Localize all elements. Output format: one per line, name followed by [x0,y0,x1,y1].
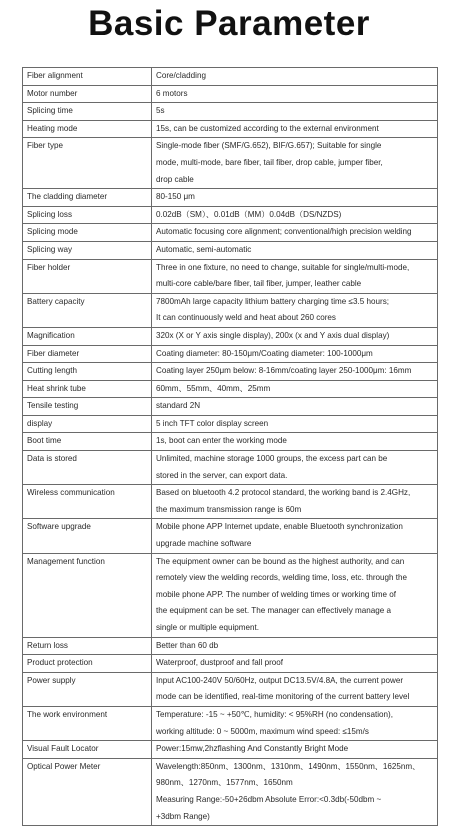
table-row [23,206,438,224]
param-label: Return loss [23,637,152,655]
table-row [23,345,438,363]
table-row [23,293,438,327]
param-value-line: mobile phone APP. The number of welding times or working time of [156,589,396,599]
param-value-line: Coating diameter: 80-150μm/Coating diameter: 100-1000μm [156,348,373,358]
param-value-line: 80-150 μm [156,192,195,202]
param-label: Magnification [23,327,152,345]
param-label: Product protection [23,655,152,673]
param-value [152,120,438,138]
param-value [152,293,438,327]
param-value-line: It can continuously weld and heat about 260 cores [156,313,336,323]
param-value-line: Automatic, semi-automatic [156,244,252,254]
param-label: Management function [23,553,152,637]
table-row [23,433,438,451]
param-value [152,451,438,485]
table-row [23,120,438,138]
param-value [152,103,438,121]
param-value [152,433,438,451]
param-value-line: 320x (X or Y axis single display), 200x (x and Y axis dual display) [156,330,390,340]
param-label: Fiber alignment [23,68,152,86]
param-value [152,415,438,433]
param-value [152,706,438,740]
table-row [23,259,438,293]
table-row [23,672,438,706]
spec-table [22,67,438,826]
param-value-line: 6 motors [156,88,188,98]
param-value-line: Core/cladding [156,71,206,80]
param-value-line: Based on bluetooth 4.2 protocol standard, the working band is 2.4GHz, [156,488,411,498]
table-row [23,138,438,189]
param-value-line: 0.02dB（SM）、0.01dB（MM）0.04dB（DS/NZDS) [156,209,342,219]
param-value-line: 15s, can be customized according to the external environment [156,123,379,133]
param-value [152,758,438,825]
param-value-line: Automatic focusing core alignment; conventional/high precision welding [156,227,412,237]
param-value [152,241,438,259]
table-row [23,655,438,673]
table-row [23,415,438,433]
param-label: Splicing mode [23,224,152,242]
param-value-line: drop cable [156,174,194,184]
table-row [23,398,438,416]
param-value-line: 60mm、55mm、40mm、25mm [156,383,271,393]
table-row [23,68,438,86]
table-row [23,85,438,103]
param-value-line: 5 inch TFT color display screen [156,418,269,428]
param-value-line: +3dbm Range) [156,811,210,821]
param-label: Visual Fault Locator [23,741,152,759]
param-value-line: Power:15mw,2hzflashing And Constantly Bright Mode [156,744,349,754]
param-value-line: mode can be identified, real-time monitoring of the current battery level [156,692,410,702]
param-label: Software upgrade [23,519,152,553]
param-value [152,485,438,519]
param-value-line: Single-mode fiber (SMF/G.652), BIF/G.657); Suitable for single [156,141,382,151]
table-row [23,758,438,825]
page-title: Basic Parameter [88,4,370,43]
param-value-line: mode, multi-mode, bare fiber, tail fiber, drop cable, jumper fiber, [156,157,383,167]
table-row [23,224,438,242]
table-row [23,706,438,740]
param-value-line: The equipment owner can be bound as the highest authority, and can [156,556,405,566]
param-value-line: Wavelength:850nm、1300nm、1310nm、1490nm、1550nm、1625nm、 [156,761,421,771]
param-value-line: Coating layer 250μm below: 8-16mm/coating layer 250-1000μm: 16mm [156,366,412,376]
table-row [23,103,438,121]
param-value-line: Unlimited, machine storage 1000 groups, the excess part can be [156,454,388,464]
param-label: Fiber diameter [23,345,152,363]
param-label: Boot time [23,433,152,451]
param-label: The cladding diameter [23,189,152,207]
param-value [152,672,438,706]
param-value [152,741,438,759]
param-value-line: 980nm、1270nm、1577nm、1650nm [156,778,293,788]
param-label: Splicing time [23,103,152,121]
param-value [152,327,438,345]
param-value [152,206,438,224]
param-value [152,363,438,381]
param-label: Motor number [23,85,152,103]
param-label: Fiber holder [23,259,152,293]
param-value [152,519,438,553]
param-label: Data is stored [23,451,152,485]
param-label: Cutting length [23,363,152,381]
param-value-line: Mobile phone APP Internet update, enable Bluetooth synchronization [156,522,403,532]
param-label: Tensile testing [23,398,152,416]
param-label: The work environment [23,706,152,740]
param-value-line: the maximum transmission range is 60m [156,504,302,514]
param-value-line: Better than 60 db [156,640,219,650]
param-value-line: Waterproof, dustproof and fall proof [156,658,284,668]
param-value-line: multi-core cable/bare fiber, tail fiber, jumper, leather cable [156,279,362,289]
table-row [23,485,438,519]
table-row [23,451,438,485]
param-value-line: Temperature: -15 ~ +50℃, humidity: < 95%RH (no condensation), [156,709,393,719]
param-value-line: stored in the server, can export data. [156,470,288,480]
param-value-line: remotely view the welding records, welding time, loss, etc. through the [156,573,408,583]
param-value-line: Measuring Range:-50+26dbm Absolute Error:<0.3db(-50dbm ~ [156,794,382,804]
param-value [152,224,438,242]
param-label: Optical Power Meter [23,758,152,825]
param-label: Heating mode [23,120,152,138]
param-label: display [23,415,152,433]
param-value [152,380,438,398]
param-value [152,189,438,207]
param-value [152,655,438,673]
param-label: Battery capacity [23,293,152,327]
param-value-line: 1s, boot can enter the working mode [156,436,287,446]
param-value-line: the equipment can be set. The manager can effectively manage a [156,606,392,616]
table-row [23,380,438,398]
table-row [23,327,438,345]
param-label: Power supply [23,672,152,706]
param-value [152,138,438,189]
param-value-line: working altitude: 0 ~ 5000m, maximum wind speed: ≤15m/s [156,726,369,736]
param-label: Splicing way [23,241,152,259]
table-row [23,553,438,637]
table-row [23,741,438,759]
param-label: Splicing loss [23,206,152,224]
param-value [152,553,438,637]
param-value [152,85,438,103]
param-value-line: Three in one fixture, no need to change, suitable for single/multi-mode, [156,262,410,272]
param-value-line: single or multiple equipment. [156,623,260,632]
param-value-line: 7800mAh large capacity lithium battery charging time ≤3.5 hours; [156,296,389,306]
param-value-line: Input AC100-240V 50/60Hz, output DC13.5V/4.8A, the current power [156,675,404,685]
table-row [23,519,438,553]
param-value [152,345,438,363]
param-label: Fiber type [23,138,152,189]
param-label: Wireless communication [23,485,152,519]
param-value-line: 5s [156,106,165,116]
param-value-line: upgrade machine software [156,539,252,549]
table-row [23,241,438,259]
param-value [152,68,438,86]
param-value [152,637,438,655]
table-row [23,189,438,207]
param-label: Heat shrink tube [23,380,152,398]
table-row [23,363,438,381]
table-row [23,637,438,655]
param-value [152,259,438,293]
param-value-line: standard 2N [156,401,201,411]
param-value [152,398,438,416]
